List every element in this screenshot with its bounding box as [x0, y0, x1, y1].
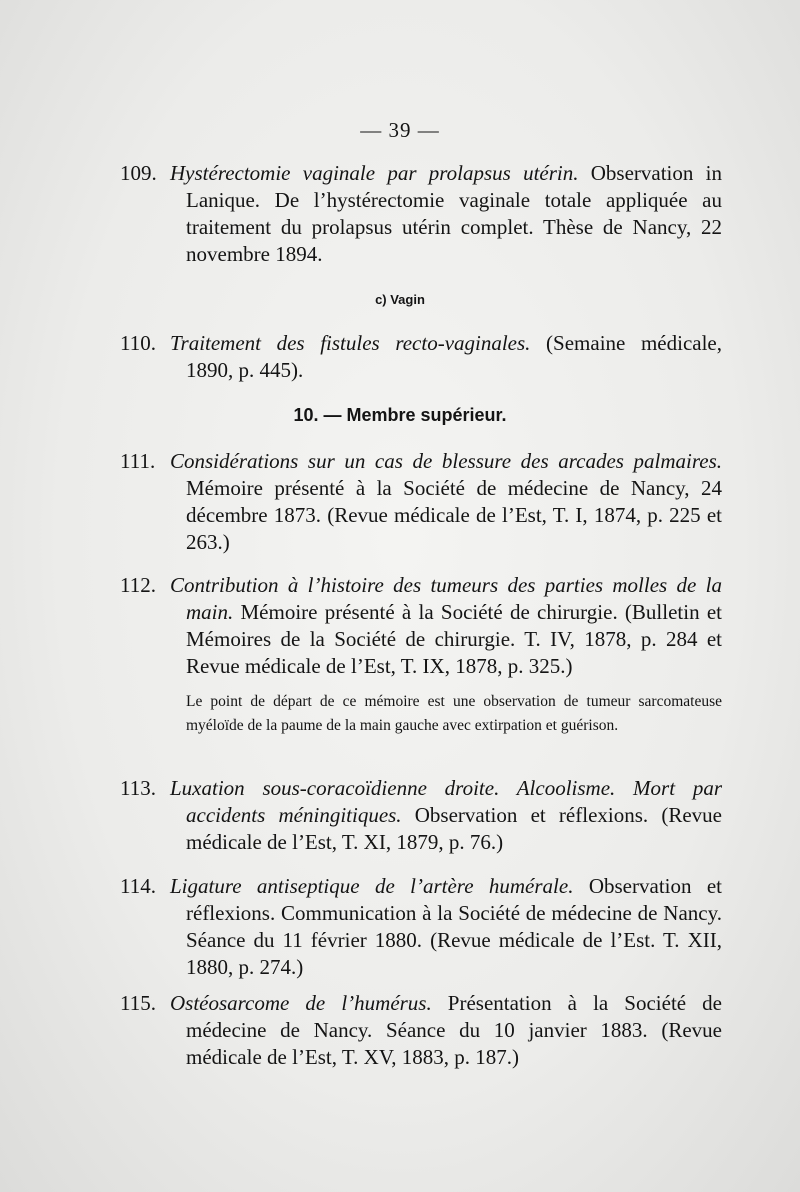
bibliography-entry-112 [120, 572, 722, 680]
bibliography-entry-110 [120, 330, 722, 384]
entry-title: Ligature antiseptique de l’artère humérale. [170, 874, 574, 898]
entry-title: Contribution à l’histoire des tumeurs des parties molles de la main. [170, 573, 722, 624]
entry-text: Observation et réflexions. (Revue médicale de l’Est, T. XI, 1879, p. 76.) [186, 803, 722, 854]
entry-number: 111. [120, 449, 156, 473]
entry-note: Le point de départ de ce mémoire est une observation de tumeur sarcomateuse myéloïde de la paume de la main gauche avec extirpation et guérison. [186, 693, 722, 734]
entry-title: Hystérectomie vaginale par prolapsus utérin. [170, 161, 579, 185]
subsection-heading: c) Vagin [375, 292, 425, 307]
entry-title: Ostéosarcome de l’humérus. [170, 991, 432, 1015]
entry-text: Présentation à la Société de médecine de Nancy. Séance du 10 janvier 1883. (Revue médicale de l’Est, T. XV, 1883, p. 187.) [186, 991, 722, 1069]
entry-number: 109. [120, 161, 157, 185]
entry-number: 113. [120, 776, 156, 800]
bibliography-entry-111 [120, 448, 722, 556]
entry-text: Observation et réflexions. Communication à la Société de médecine de Nancy. Séance du 11 février 1880. (Revue médicale de l’Est. T. XII, 1880, p. 274.) [186, 874, 723, 979]
bibliography-entry-115 [120, 990, 722, 1071]
entry-title: Traitement des fistules recto-vaginales. [170, 331, 531, 355]
entry-text: (Semaine médicale, 1890, p. 445). [186, 331, 722, 382]
section-heading: 10. — Membre supérieur. [293, 405, 507, 425]
entry-number: 112. [120, 573, 156, 597]
entry-title: Considérations sur un cas de blessure des arcades palmaires. [170, 449, 722, 473]
entry-title: Luxation sous-coracoïdienne droite. Alcoolisme. Mort par accidents méningitiques. [170, 776, 722, 827]
entry-number: 110. [120, 331, 156, 355]
entry-text: Mémoire présenté à la Société de médecine de Nancy, 24 décembre 1873. (Revue médicale de l’Est, T. I, 1874, p. 225 et 263.) [186, 476, 722, 554]
entry-number: 115. [120, 991, 156, 1015]
bibliography-entry-113 [120, 775, 722, 856]
entry-number: 114. [120, 874, 156, 898]
entry-text: Observation in Lanique. De l’hystérectomie vaginale totale appliquée au traitement du prolapsus utérin complet. Thèse de Nancy, 22 novembre 1894. [186, 161, 722, 266]
bibliography-entry-114 [120, 873, 722, 981]
page-number: — 39 — [360, 118, 440, 142]
entry-text: Mémoire présenté à la Société de chirurgie. (Bulletin et Mémoires de la Société de chirurgie. T. IV, 1878, p. 284 et Revue médicale de l’Est, T. IX, 1878, p. 325.) [186, 600, 722, 678]
bibliography-entry-109 [120, 160, 722, 268]
